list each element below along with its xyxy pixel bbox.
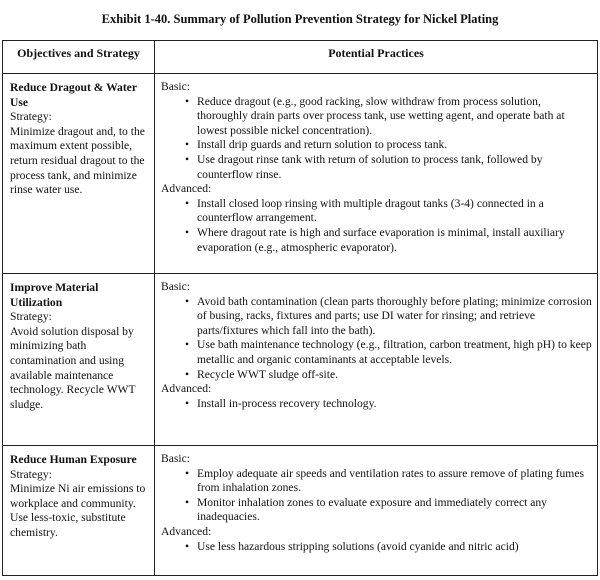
list-item: • Install drip guards and return solution to process tank. (187, 138, 593, 153)
objective-title: Improve Material Utilization (10, 281, 99, 309)
basic-label: Basic: (161, 280, 190, 293)
header-practices: Potential Practices (155, 41, 598, 74)
objective-title: Reduce Dragout & Water Use (10, 81, 137, 109)
table-row (3, 274, 598, 446)
advanced-list (161, 397, 593, 412)
strategy-label: Strategy: (10, 467, 52, 481)
advanced-label: Advanced: (161, 382, 212, 396)
advanced-label: Advanced: (161, 182, 212, 196)
list-item: • Use bath maintenance technology (e.g., filtration, carbon treatment, high pH) to keep metallic and organic contaminants at acceptable levels. (187, 338, 593, 367)
list-item: • Avoid bath contamination (clean parts thoroughly before plating; minimize corrosion of busing, racks, fixtures and parts; use DI water for rinsing; and retrieve parts/fixtures which fall into the bath). (187, 295, 593, 339)
basic-list (161, 295, 593, 383)
basic-list (161, 467, 593, 525)
list-item: • Install in-process recovery technology. (187, 397, 593, 412)
basic-label: Basic: (161, 80, 190, 93)
header-objectives: Objectives and Strategy (3, 41, 155, 74)
objective-cell (3, 74, 155, 274)
objective-cell (3, 446, 155, 576)
practices-cell (155, 74, 598, 274)
advanced-label: Advanced: (161, 524, 212, 538)
strategy-text: Avoid solution disposal by minimizing bath contamination and using available maintenance technology. Recycle WWT sludge. (10, 324, 136, 411)
header-row (3, 41, 598, 74)
strategy-table (2, 40, 598, 576)
list-item: • Use less hazardous stripping solutions (avoid cyanide and nitric acid) (187, 540, 593, 555)
strategy-text: Minimize Ni air emissions to workplace and community. Use less-toxic, substitute chemistry. (10, 482, 146, 539)
list-item: • Install closed loop rinsing with multiple dragout tanks (3-4) connected in a counterflow arrangement. (187, 197, 593, 226)
table-row (3, 446, 598, 576)
practices-cell (155, 446, 598, 576)
list-item: • Reduce dragout (e.g., good racking, slow withdraw from process solution, thoroughly drain parts over process tank, use wetting agent, and operate bath at lowest possible nickel concentration). (187, 95, 593, 139)
advanced-list (161, 197, 593, 255)
practices-cell (155, 274, 598, 446)
list-item: • Recycle WWT sludge off-site. (187, 368, 593, 383)
objective-cell (3, 274, 155, 446)
strategy-text: Minimize dragout and, to the maximum extent possible, return residual dragout to the process tank, and minimize rinse water use. (10, 124, 145, 197)
strategy-label: Strategy: (10, 110, 52, 124)
objective-title: Reduce Human Exposure (10, 453, 137, 466)
list-item: • Use dragout rinse tank with return of solution to process tank, followed by counterflow rinse. (187, 153, 593, 182)
basic-list (161, 95, 593, 183)
strategy-label: Strategy: (10, 310, 52, 324)
table-row (3, 74, 598, 274)
list-item: • Employ adequate air speeds and ventilation rates to assure remove of plating fumes from inhalation zones. (187, 467, 593, 496)
basic-label: Basic: (161, 452, 190, 465)
exhibit-title: Exhibit 1-40. Summary of Pollution Prevention Strategy for Nickel Plating (101, 12, 499, 26)
list-item: • Monitor inhalation zones to evaluate exposure and immediately correct any inadequacies. (187, 496, 593, 525)
list-item: • Where dragout rate is high and surface evaporation is minimal, install auxiliary evaporation (e.g., atmospheric evaporator). (187, 226, 593, 255)
advanced-list (161, 540, 593, 555)
